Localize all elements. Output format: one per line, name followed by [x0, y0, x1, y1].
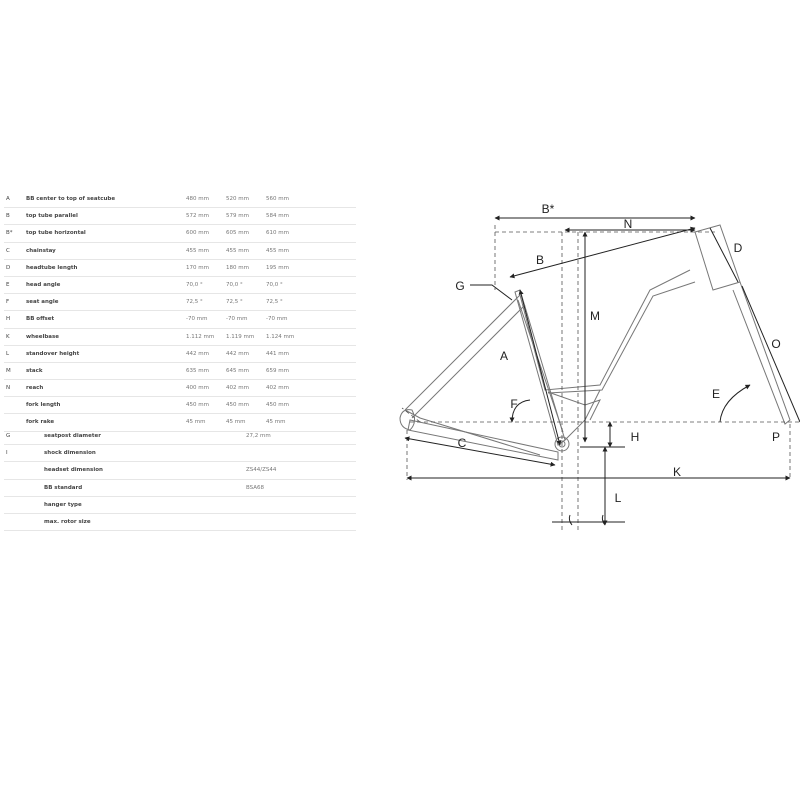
geometry-v1: 450 mm	[186, 402, 209, 409]
geometry-code: A	[6, 196, 10, 202]
geometry-v1: 400 mm	[186, 385, 209, 392]
geometry-v1: 1.112 mm	[186, 333, 215, 340]
geometry-label: seat angle	[26, 299, 59, 306]
geometry-v1: 170 mm	[186, 264, 209, 271]
label-n: N	[623, 217, 633, 231]
spec-label: shock dimension	[44, 450, 96, 457]
label-f: F	[510, 397, 518, 411]
geometry-v3: 45 mm	[266, 419, 286, 426]
label-k: K	[672, 465, 682, 479]
geometry-v2: 45 mm	[226, 419, 246, 426]
geometry-code: H	[6, 316, 11, 323]
geometry-label: BB offset	[26, 316, 55, 323]
reference-dashed-lines	[402, 225, 800, 530]
geometry-code: B	[6, 213, 10, 220]
label-h: H	[630, 430, 640, 444]
geometry-label: head angle	[26, 281, 61, 288]
geometry-code: M	[6, 367, 11, 374]
geometry-code: B*	[6, 230, 13, 237]
geometry-v2: 72,5 °	[226, 299, 243, 306]
geometry-v2: 520 mm	[226, 196, 249, 202]
spec-label: BB standard	[44, 484, 83, 491]
geometry-code: D	[6, 264, 11, 271]
bike-frame-outline	[400, 225, 790, 460]
label-b-star: B*	[541, 202, 555, 216]
geometry-v3: 659 mm	[266, 367, 289, 374]
geometry-code: E	[6, 281, 10, 288]
label-g: G	[455, 279, 465, 293]
spec-label: seatpost diameter	[44, 433, 101, 439]
geometry-v1: -70 mm	[186, 316, 208, 323]
geometry-v2: -70 mm	[226, 316, 248, 323]
geometry-v1: 480 mm	[186, 196, 209, 202]
geometry-v1: 572 mm	[186, 213, 209, 220]
spec-value: BSA68	[246, 484, 265, 491]
geometry-label: wheelbase	[26, 333, 59, 340]
geometry-v3: 450 mm	[266, 402, 289, 409]
label-d: D	[733, 241, 743, 255]
spec-label: headset dimension	[44, 467, 103, 474]
geometry-v2: 70,0 °	[226, 281, 243, 288]
geometry-code: C	[6, 247, 10, 254]
geometry-code: K	[6, 333, 10, 340]
geometry-v3: 195 mm	[266, 264, 289, 271]
geometry-v2: 645 mm	[226, 367, 249, 374]
geometry-v3: 1.124 mm	[266, 333, 295, 340]
geometry-v3: 70,0 °	[266, 281, 283, 288]
geometry-v1: 600 mm	[186, 230, 209, 237]
geometry-v1: 72,5 °	[186, 299, 203, 306]
geometry-v3: 584 mm	[266, 213, 289, 220]
label-l: L	[614, 491, 622, 505]
geometry-v3: -70 mm	[266, 316, 288, 323]
geometry-v2: 1.119 mm	[226, 333, 255, 340]
geometry-v3: 72,5 °	[266, 299, 283, 306]
geometry-label: top tube horizontal	[26, 230, 86, 237]
geometry-v1: 70,0 °	[186, 281, 203, 288]
geometry-v2: 450 mm	[226, 402, 249, 409]
geometry-v3: 441 mm	[266, 350, 289, 357]
geometry-v2: 180 mm	[226, 264, 249, 271]
geometry-label: top tube parallel	[26, 213, 78, 220]
geometry-label: headtube length	[26, 264, 78, 271]
geometry-v2: 455 mm	[226, 247, 249, 254]
spec-value: 27,2 mm	[246, 433, 271, 439]
label-b: B	[535, 253, 545, 267]
geometry-label: stack	[26, 367, 43, 374]
spec-label: max. rotor size	[44, 518, 91, 525]
geometry-code: F	[6, 299, 10, 306]
geometry-v2: 442 mm	[226, 350, 249, 357]
geometry-label: fork length	[26, 402, 61, 409]
geometry-v2: 402 mm	[226, 385, 249, 392]
spec-code: G	[6, 433, 11, 439]
geometry-label: reach	[26, 385, 44, 392]
geometry-v1: 45 mm	[186, 419, 206, 426]
geometry-code: L	[6, 350, 10, 357]
label-c: C	[457, 436, 467, 450]
spec-code: I	[6, 450, 8, 457]
geometry-label: fork rake	[26, 419, 55, 426]
measurement-lines	[405, 218, 800, 525]
geometry-v2: 605 mm	[226, 230, 249, 237]
spec-label: hanger type	[44, 501, 82, 508]
geometry-v1: 455 mm	[186, 247, 209, 254]
label-a: A	[499, 349, 509, 363]
geometry-v3: 455 mm	[266, 247, 289, 254]
geometry-label: standover height	[26, 350, 80, 357]
label-e: E	[711, 387, 721, 401]
geometry-v3: 402 mm	[266, 385, 289, 392]
geometry-v3: 610 mm	[266, 230, 289, 237]
geometry-label: chainstay	[26, 247, 56, 254]
geometry-v1: 442 mm	[186, 350, 209, 357]
geometry-v1: 635 mm	[186, 367, 209, 374]
label-o: O	[771, 337, 781, 351]
geometry-code: N	[6, 385, 11, 392]
spec-value: ZS44/ZS44	[246, 467, 277, 474]
label-p: P	[771, 430, 781, 444]
geometry-v2: 579 mm	[226, 213, 249, 220]
label-m: M	[590, 309, 600, 323]
geometry-label: BB center to top of seatcube	[26, 196, 116, 202]
geometry-v3: 560 mm	[266, 196, 289, 202]
